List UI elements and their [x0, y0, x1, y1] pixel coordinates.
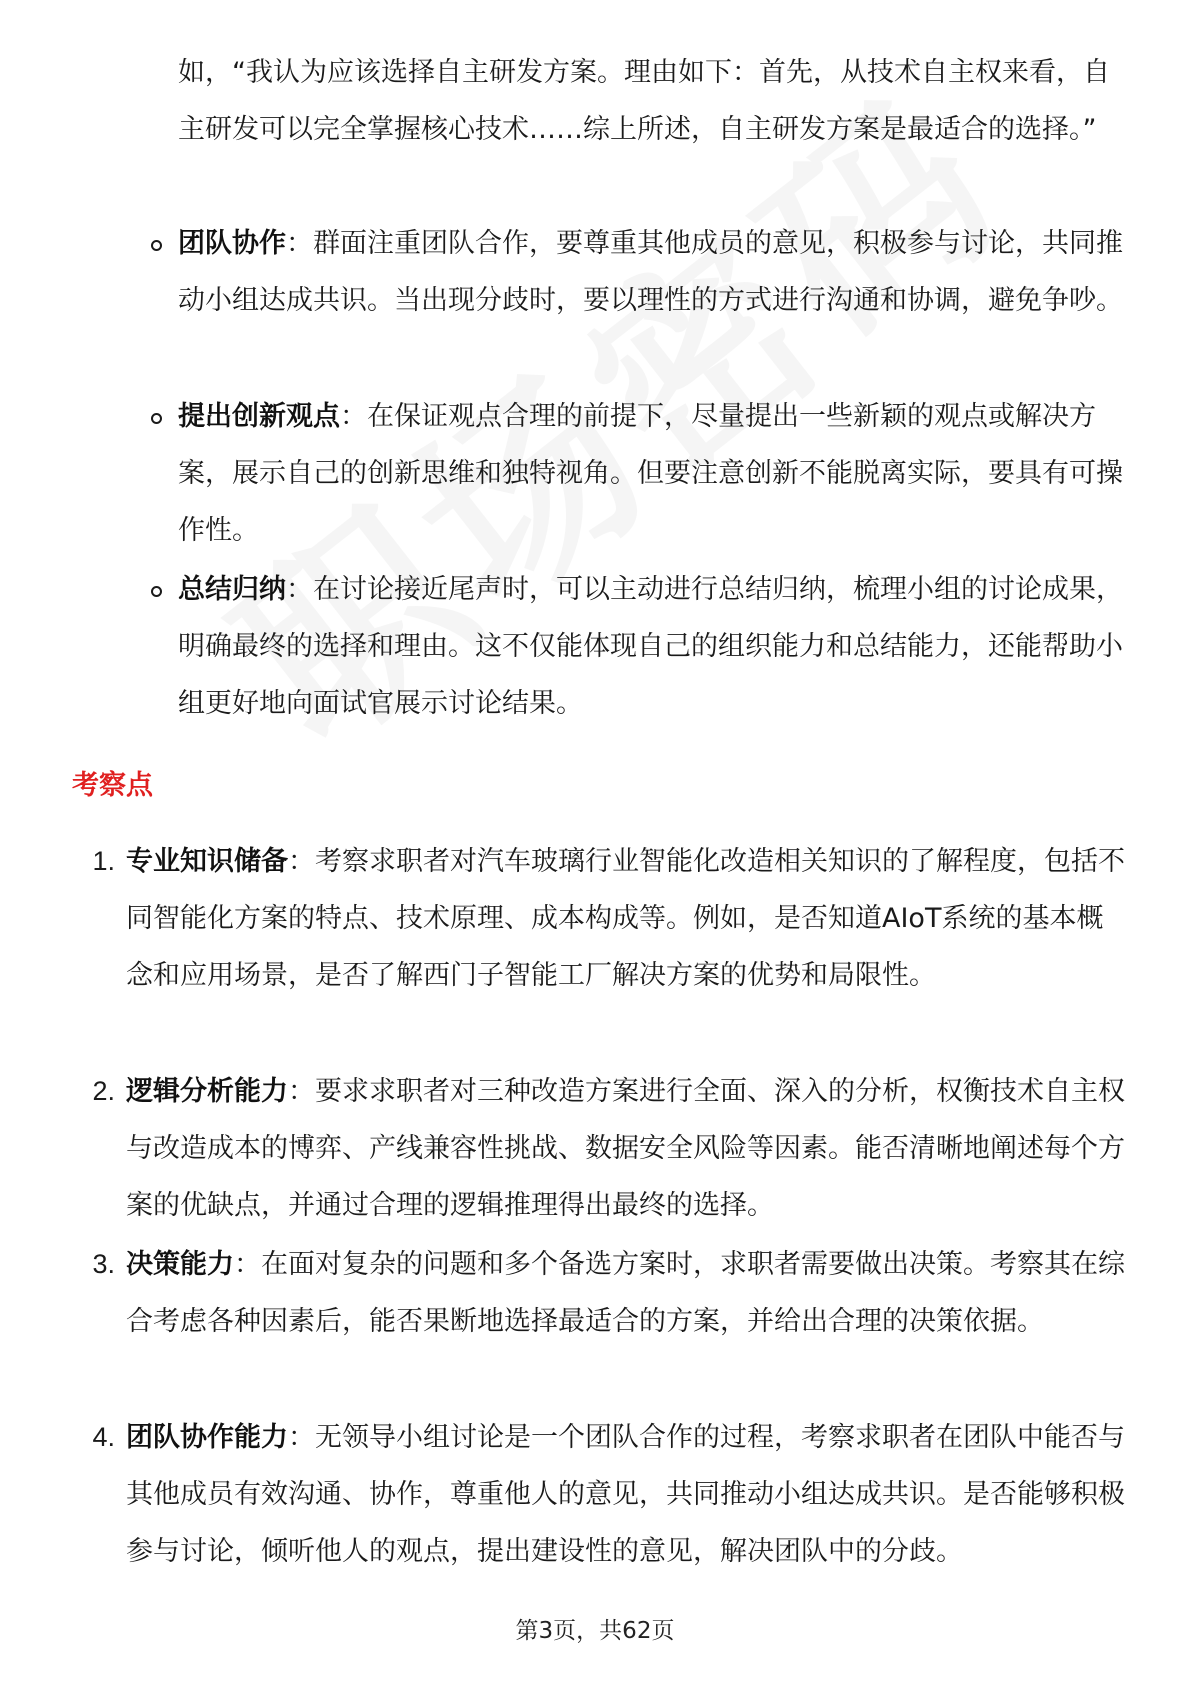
numbered-item-4 — [92, 1409, 1128, 1580]
item-separator: ： — [288, 846, 315, 877]
numbered-item-2 — [92, 1063, 1128, 1234]
hollow-bullet-icon — [151, 413, 162, 424]
item-label: 决策能力 — [126, 1249, 234, 1280]
item-text: 无领导小组讨论是一个团队合作的过程，考察求职者在团队中能否与其他成员有效沟通、协作，尊重他人的意见，共同推动小组达成共识。是否能够积极参与讨论，倾听他人的观点，提出建设性的意见，解决团队中的分歧。 — [126, 1422, 1125, 1567]
bullet-separator: ： — [286, 228, 313, 259]
bullet-text: 群面注重团队合作，要尊重其他成员的意见，积极参与讨论，共同推动小组达成共识。当出现分歧时，要以理性的方式进行沟通和协调，避免争吵。 — [178, 228, 1123, 316]
bullet-item-innovation — [178, 388, 1128, 559]
hollow-bullet-icon — [151, 240, 162, 251]
item-number: 3. — [92, 1249, 115, 1279]
bullet-item-team — [178, 215, 1128, 329]
item-text: 在面对复杂的问题和多个备选方案时，求职者需要做出决策。考察其在综合考虑各种因素后，能否果断地选择最适合的方案，并给出合理的决策依据。 — [126, 1249, 1125, 1337]
continuation-paragraph: 如，“我认为应该选择自主研发方案。理由如下：首先，从技术自主权来看，自主研发可以完全掌握核心技术……综上所述，自主研发方案是最适合的选择。” — [178, 57, 1110, 145]
item-separator: ： — [288, 1422, 315, 1453]
item-separator: ： — [288, 1076, 315, 1107]
item-text: 要求求职者对三种改造方案进行全面、深入的分析，权衡技术自主权与改造成本的博弈、产线兼容性挑战、数据安全风险等因素。能否清晰地阐述每个方案的优缺点，并通过合理的逻辑推理得出最终的选择。 — [126, 1076, 1125, 1221]
numbered-item-1 — [92, 833, 1128, 1004]
item-text: 考察求职者对汽车玻璃行业智能化改造相关知识的了解程度，包括不同智能化方案的特点、技术原理、成本构成等。例如，是否知道AIoT系统的基本概念和应用场景，是否了解西门子智能工厂解决方案的优势和局限性。 — [126, 846, 1125, 991]
section-title: 考察点 — [72, 770, 153, 801]
numbered-item-3 — [92, 1236, 1128, 1350]
bullet-label: 总结归纳 — [178, 574, 286, 605]
bullet-item-summary — [178, 561, 1128, 732]
page-footer: 第3页，共62页 — [515, 1618, 675, 1644]
bullet-text: 在保证观点合理的前提下，尽量提出一些新颖的观点或解决方案，展示自己的创新思维和独特视角。但要注意创新不能脱离实际，要具有可操作性。 — [178, 401, 1123, 546]
item-number: 2. — [92, 1076, 115, 1106]
item-separator: ： — [234, 1249, 261, 1280]
bullet-label: 提出创新观点 — [178, 401, 340, 432]
bullet-separator: ： — [340, 401, 367, 432]
bullet-label: 团队协作 — [178, 228, 286, 259]
hollow-bullet-icon — [151, 586, 162, 597]
bullet-separator: ： — [286, 574, 313, 605]
item-label: 逻辑分析能力 — [126, 1076, 288, 1107]
item-number: 1. — [92, 846, 115, 876]
item-label: 团队协作能力 — [126, 1422, 288, 1453]
bullet-text: 在讨论接近尾声时，可以主动进行总结归纳，梳理小组的讨论成果，明确最终的选择和理由。这不仅能体现自己的组织能力和总结能力，还能帮助小组更好地向面试官展示讨论结果。 — [178, 574, 1123, 719]
item-number: 4. — [92, 1422, 115, 1452]
item-label: 专业知识储备 — [126, 846, 288, 877]
